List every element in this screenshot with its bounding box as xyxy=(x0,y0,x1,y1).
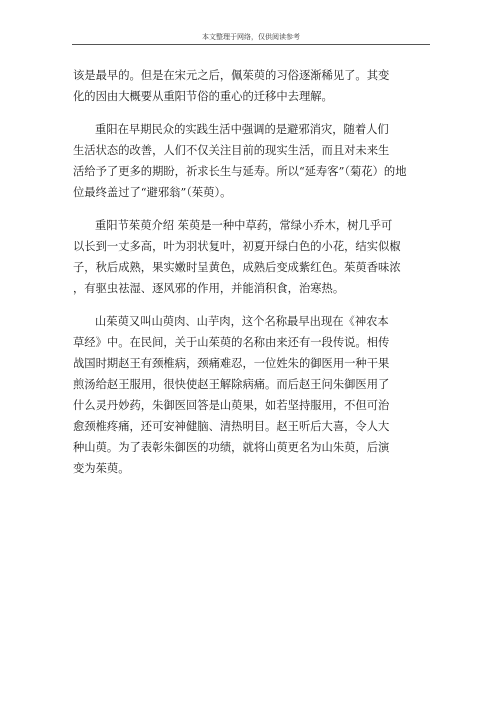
text-line: 位最终盖过了“避邪翁”（茱萸）。 xyxy=(73,186,232,199)
text-line: 什么灵丹妙药，朱御医回答是山萸果，如若坚持服用，不但可治 xyxy=(73,399,390,412)
document-body xyxy=(73,65,413,479)
text-line: 山茱萸又叫山萸肉、山芋肉，这个名称最早出现在《神农本 xyxy=(95,315,389,328)
paragraph-1 xyxy=(73,65,413,107)
text-line: 愈颈椎疼痛，还可安神健脑、清热明目。赵王听后大喜，令人大 xyxy=(73,420,390,433)
text-line: 以长到一丈多高，叶为羽状复叶，初夏开绿白色的小花，结实似椒 xyxy=(73,240,401,253)
paragraph-2 xyxy=(73,119,413,203)
text-line: 重阳在早期民众的实践生活中强调的是避邪消灾，随着人们 xyxy=(95,123,389,136)
text-line: 种山萸。为了表彰朱御医的功绩，就将山萸更名为山朱萸，后演 xyxy=(73,441,390,454)
text-line: 生活状态的改善，人们不仅关注目前的现实生活，而且对未来生 xyxy=(73,144,390,157)
text-line: ，有驱虫祛湿、逐风邪的作用，并能消积食，治寒热。 xyxy=(73,282,345,295)
text-line: 化的因由大概要从重阳节俗的重心的迁移中去理解。 xyxy=(73,90,333,103)
page-header: 本文整理于网络，仅供阅读参考 xyxy=(72,30,430,45)
text-line: 重阳节茱萸介绍 茱萸是一种中草药，常绿小乔木，树几乎可 xyxy=(95,219,393,232)
text-line: 子，秋后成熟，果实嫩时呈黄色，成熟后变成紫红色。茱萸香味浓 xyxy=(73,261,401,274)
text-line: 草经》中。在民间，关于山茱萸的名称由来还有一段传说。相传 xyxy=(73,336,390,349)
paragraph-4 xyxy=(73,311,413,479)
text-line: 变为茱萸。 xyxy=(73,462,130,475)
text-line: 活给予了更多的期盼，祈求长生与延寿。所以“延寿客”（菊花）的地 xyxy=(73,165,407,178)
text-line: 煎汤给赵王服用，很快使赵王解除病痛。而后赵王问朱御医用了 xyxy=(73,378,390,391)
text-line: 该是最早的。但是在宋元之后，佩茱萸的习俗逐渐稀见了。其变 xyxy=(73,69,390,82)
paragraph-3 xyxy=(73,215,413,299)
text-line: 战国时期赵王有颈椎病，颈痛难忍，一位姓朱的御医用一种干果 xyxy=(73,357,390,370)
